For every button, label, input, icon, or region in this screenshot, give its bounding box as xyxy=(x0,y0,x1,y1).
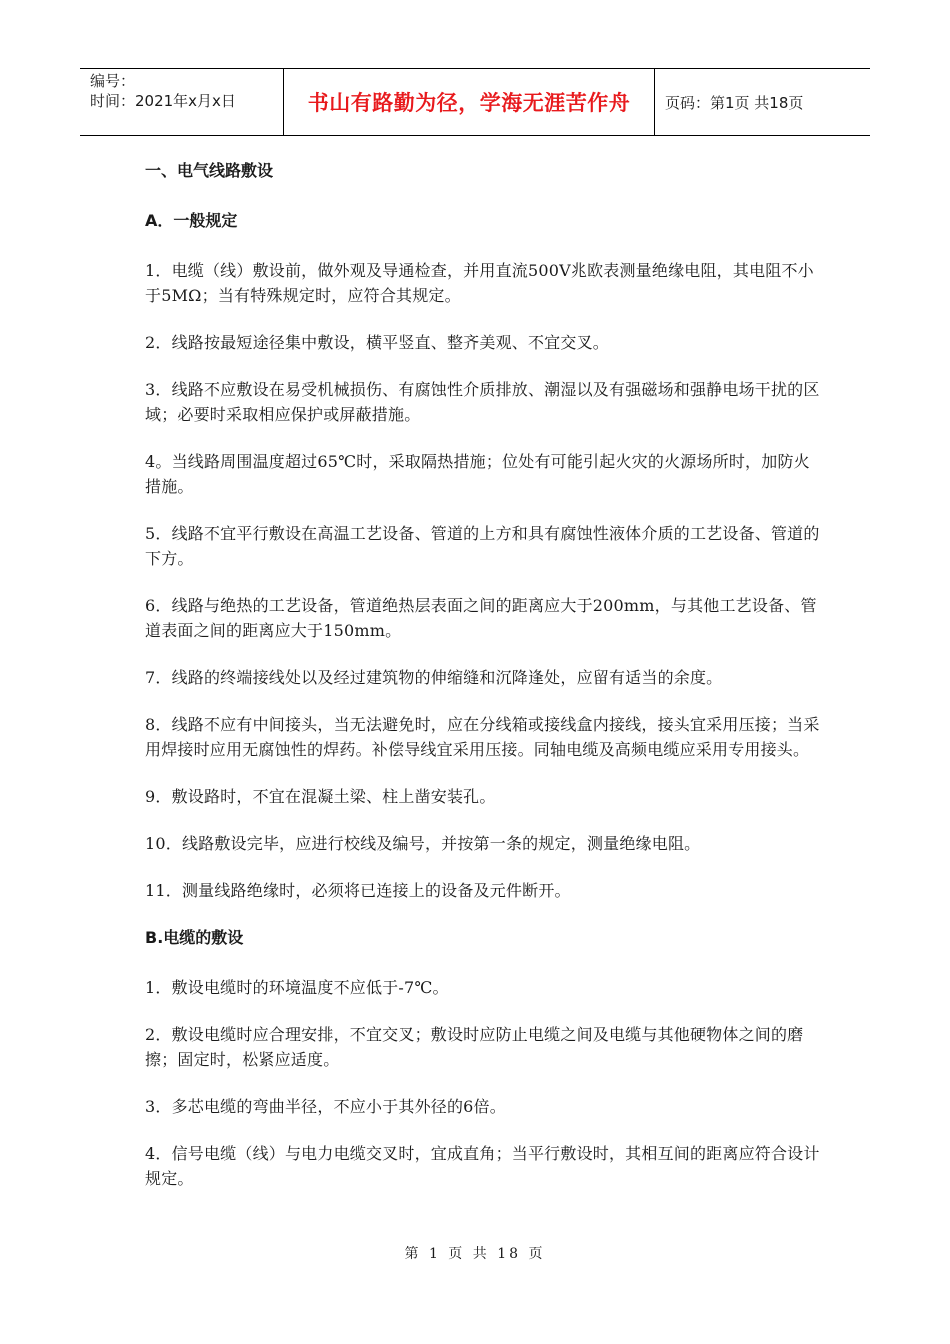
page-header xyxy=(80,68,870,136)
rule-item: 6．线路与绝热的工艺设备，管道绝热层表面之间的距离应大于200mm，与其他工艺设备、管道表面之间的距离应大于150mm。 xyxy=(145,596,817,640)
rule-item: 3．多芯电缆的弯曲半径，不应小于其外径的6倍。 xyxy=(145,1097,506,1116)
rule-item: 7．线路的终端接线处以及经过建筑物的伸缩缝和沉降逢处，应留有适当的余度。 xyxy=(145,668,723,687)
document-number-label: 编号： xyxy=(90,72,136,90)
section-title: 一、电气线路敷设 xyxy=(145,161,274,180)
subsection-title-cable: B.电缆的敷设 xyxy=(145,928,244,947)
rule-item: 9．敷设路时，不宜在混凝土梁、柱上凿安装孔。 xyxy=(145,787,496,806)
header-motto: 书山有路勤为径，学海无涯苦作舟 xyxy=(283,69,655,135)
rule-item: 1．敷设电缆时的环境温度不应低于-7℃。 xyxy=(145,978,449,997)
rule-item: 4．信号电缆（线）与电力电缆交叉时，宜成直角；当平行敷设时，其相互间的距离应符合设计规定。 xyxy=(145,1144,820,1188)
document-body xyxy=(145,158,825,1213)
rule-item: 10．线路敷设完毕，应进行校线及编号，并按第一条的规定，测量绝缘电阻。 xyxy=(145,834,701,853)
rule-item: 5．线路不宜平行敷设在高温工艺设备、管道的上方和具有腐蚀性液体介质的工艺设备、管道的下方。 xyxy=(145,524,820,568)
rule-item: 1．电缆（线）敷设前，做外观及导通检查，并用直流500V兆欧表测量绝缘电阻，其电阻不小于5MΩ；当有特殊规定时，应符合其规定。 xyxy=(145,261,814,305)
rule-item: 2．线路按最短途径集中敷设，横平竖直、整齐美观、不宜交叉。 xyxy=(145,333,609,352)
subsection-title-general: A．一般规定 xyxy=(145,211,238,230)
rule-item: 11．测量线路绝缘时，必须将已连接上的设备及元件断开。 xyxy=(145,881,571,900)
rule-item: 2．敷设电缆时应合理安排，不宜交叉；敷设时应防止电缆之间及电缆与其他硬物体之间的磨擦；固定时，松紧应适度。 xyxy=(145,1025,804,1069)
rule-item: 4。当线路周围温度超过65℃时，采取隔热措施；位处有可能引起火灾的火源场所时，加防火措施。 xyxy=(145,452,810,496)
rule-item: 8．线路不应有中间接头，当无法避免时，应在分线箱或接线盒内接线，接头宜采用压接；当采用焊接时应用无腐蚀性的焊药。补偿导线宜采用压接。同轴电缆及高频电缆应采用专用接头。 xyxy=(145,715,820,759)
document-time-label: 时间：2021年x月x日 xyxy=(90,92,236,110)
header-page-info: 页码：第1页 共18页 xyxy=(665,93,804,112)
rule-item: 3．线路不应敷设在易受机械损伤、有腐蚀性介质排放、潮湿以及有强磁场和强静电场干扰的区域；必要时采取相应保护或屏蔽措施。 xyxy=(145,380,820,424)
page-footer: 第 1 页 共 18 页 xyxy=(404,1246,546,1262)
header-meta xyxy=(80,69,283,135)
